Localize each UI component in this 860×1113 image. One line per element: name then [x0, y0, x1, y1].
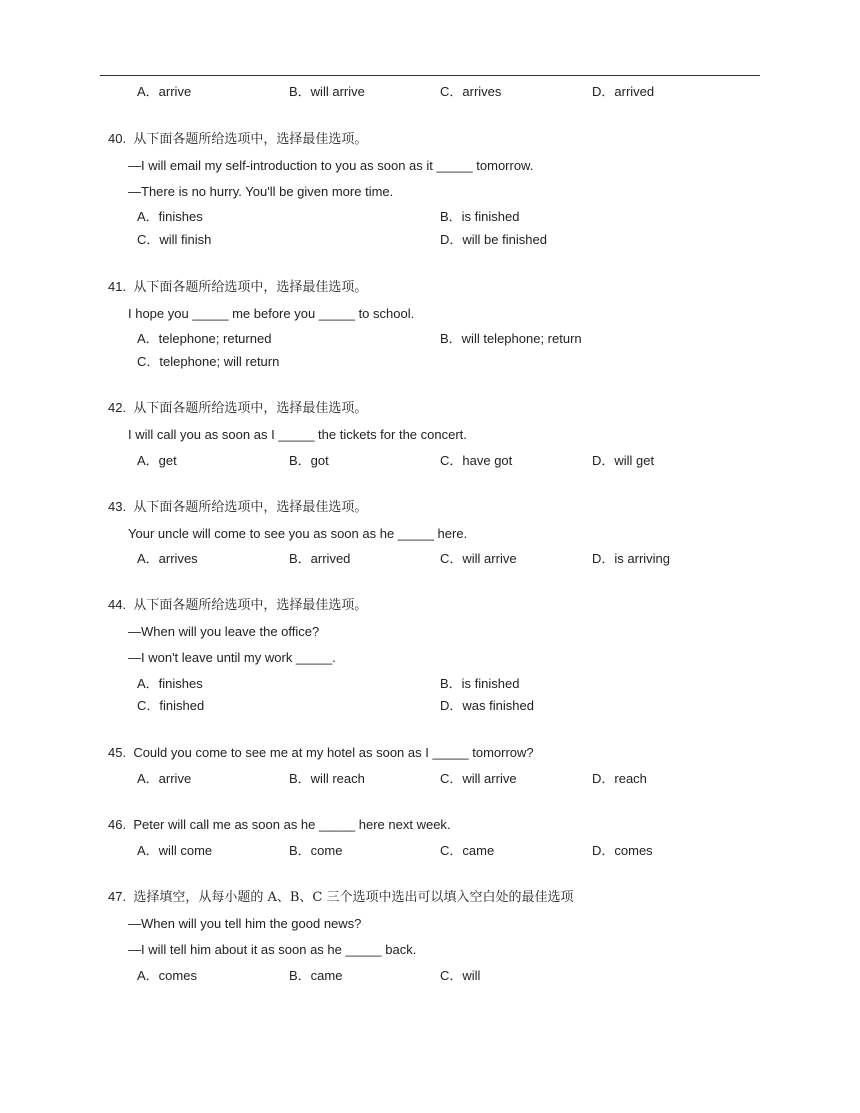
question-45-option-c: C．will arrive [440, 771, 517, 786]
question-40-option-d: D．will be finished [440, 232, 547, 247]
question-42-option-d: D．will get [592, 453, 655, 468]
question-44-option-d: D．was finished [440, 698, 534, 713]
question-number: 41. [108, 279, 127, 294]
question-43-option-b: B．arrived [289, 551, 351, 566]
question-number: 44. [108, 597, 127, 612]
question-stem: 从下面各题所给选项中，选择最佳选项。 [133, 401, 368, 416]
question-number: 45. [108, 745, 127, 760]
question-43-option-d: D．is arriving [592, 551, 671, 566]
question-41-option-a: A．telephone; returned [137, 331, 272, 346]
question-46-option-d: D．comes [592, 843, 653, 858]
question-40-line-1: —I will email my self-introduction to you as soon as it _____ tomorrow. [128, 158, 534, 173]
question-42-line-1: I will call you as soon as I _____ the tickets for the concert. [128, 427, 467, 442]
question-45-header [108, 744, 534, 762]
question-45-option-b: B．will reach [289, 771, 365, 786]
question-45-option-d: D．reach [592, 771, 647, 786]
question-40-option-c: C．will finish [137, 232, 212, 247]
question-stem: 选择填空，从每小题的 A、B、C 三个选项中选出可以填入空白处的最佳选项 [133, 890, 574, 905]
question-number: 40. [108, 131, 127, 146]
question-40-option-b: B．is finished [440, 209, 520, 224]
question-42-header [108, 399, 367, 418]
question-44-line-2: —I won't leave until my work _____. [128, 650, 336, 665]
question-47-line-1: —When will you tell him the good news? [128, 916, 362, 931]
question-43-header [108, 498, 367, 517]
question-stem: 从下面各题所给选项中，选择最佳选项。 [133, 500, 368, 515]
top-option-d: D．arrived [592, 84, 655, 99]
question-47-option-c: C．will [440, 968, 481, 983]
question-stem: Peter will call me as soon as he _____ here next week. [133, 817, 451, 832]
question-41-line-1: I hope you _____ me before you _____ to school. [128, 306, 415, 321]
question-44-option-b: B．is finished [440, 676, 520, 691]
question-stem: 从下面各题所给选项中，选择最佳选项。 [133, 598, 368, 613]
question-46-option-c: C．came [440, 843, 495, 858]
question-42-option-c: C．have got [440, 453, 513, 468]
question-44-line-1: —When will you leave the office? [128, 624, 320, 639]
top-option-b: B．will arrive [289, 84, 365, 99]
top-option-a: A．arrive [137, 84, 192, 99]
question-47-option-b: B．came [289, 968, 343, 983]
question-44-option-a: A．finishes [137, 676, 203, 691]
question-43-line-1: Your uncle will come to see you as soon as he _____ here. [128, 526, 468, 541]
question-stem: Could you come to see me at my hotel as soon as I _____ tomorrow? [133, 745, 534, 760]
question-42-option-a: A．get [137, 453, 177, 468]
question-stem: 从下面各题所给选项中，选择最佳选项。 [133, 132, 368, 147]
question-45-option-a: A．arrive [137, 771, 192, 786]
question-47-line-2: —I will tell him about it as soon as he _____ back. [128, 942, 417, 957]
question-40-header [108, 130, 367, 149]
question-47-option-a: A．comes [137, 968, 197, 983]
question-47-header [108, 888, 573, 907]
question-number: 46. [108, 817, 127, 832]
question-number: 42. [108, 400, 127, 415]
question-42-option-b: B．got [289, 453, 329, 468]
question-46-header [108, 816, 451, 834]
question-44-header [108, 596, 367, 615]
top-option-c: C．arrives [440, 84, 502, 99]
question-43-option-c: C．will arrive [440, 551, 517, 566]
question-40-line-2: —There is no hurry. You'll be given more time. [128, 184, 394, 199]
question-stem: 从下面各题所给选项中，选择最佳选项。 [133, 280, 368, 295]
question-46-option-b: B．come [289, 843, 343, 858]
question-41-option-b: B．will telephone; return [440, 331, 582, 346]
question-41-header [108, 278, 367, 297]
question-44-option-c: C．finished [137, 698, 205, 713]
question-46-option-a: A．will come [137, 843, 213, 858]
question-number: 43. [108, 499, 127, 514]
header-rule [100, 75, 760, 76]
question-number: 47. [108, 889, 127, 904]
question-43-option-a: A．arrives [137, 551, 198, 566]
question-41-option-c: C．telephone; will return [137, 354, 280, 369]
question-40-option-a: A．finishes [137, 209, 203, 224]
